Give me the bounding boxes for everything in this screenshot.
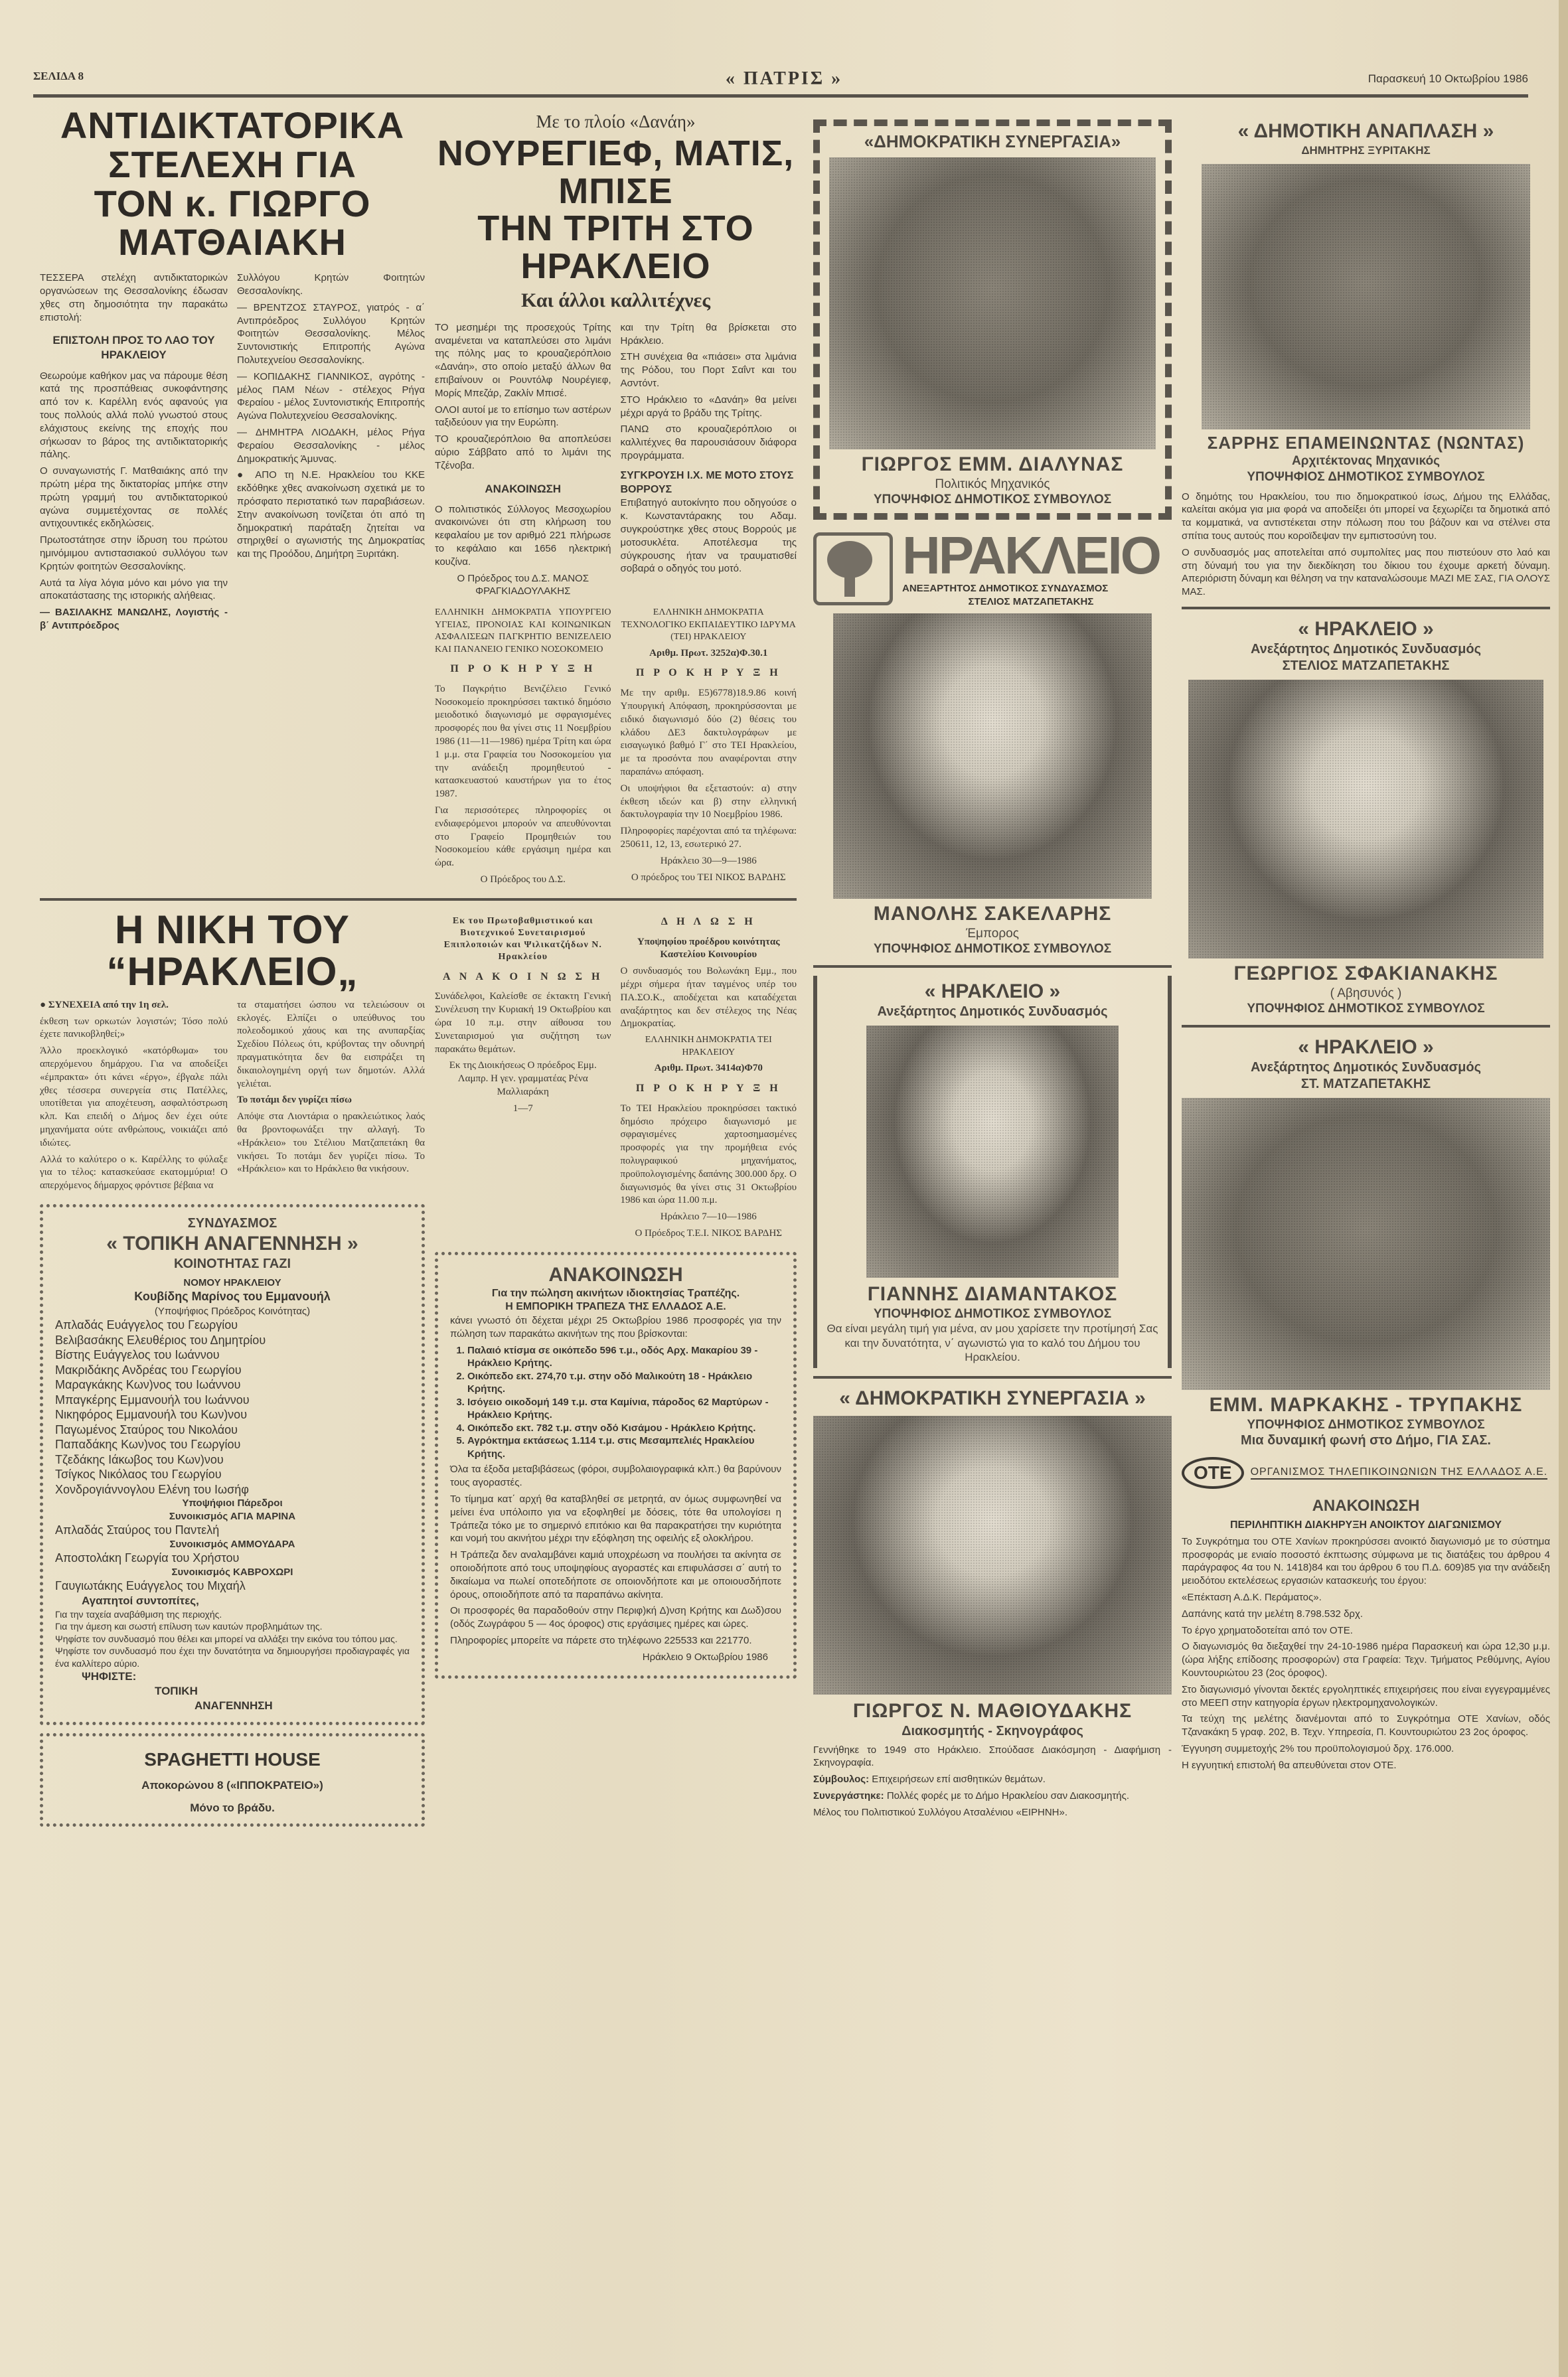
ad-label: ΣΥΝΔΥΑΣΜΟΣ [187, 1215, 277, 1231]
candidate-message: Θα είναι μεγάλη τιμή για μένα, αν μου χαρίσετε την προτίμησή Σας και την δυνατότητα, ν΄ αγωνιστώ για το καλό του Δήμου του Ηρακλείου. [826, 1322, 1158, 1363]
newspaper-title: « ΠΑΤΡΙΣ » [725, 68, 843, 89]
bio: Γεννήθηκε το 1949 στο Ηράκλειο. Σπούδασε Διακόσμηση - Διαφήμιση - Σκηνογραφία. [813, 1744, 1172, 1769]
paragraph: Ο δημότης του Ηρακλείου, του πιο δημοκρατικού ίσως, Δήμου της Ελλάδας, καλείται ακόμα για μια φορά να αποδείξει ότι μπορεί να ξεχωρίζει τα δημοτικά από τα κομματικά, να αντιστέκεται στην πόλωση που του βάζουν και να στέλνει στα σπίτια τους αυτούς που κοροϊδεψαν την εμπιστοσύνη του. [1182, 491, 1550, 542]
heraklion-logo [813, 526, 1172, 608]
notice-header: ΕΛΛΗΝΙΚΗ ΔΗΜΟΚΡΑΤΙΑ ΤΕΙ ΗΡΑΚΛΕΙΟΥ [645, 1035, 772, 1057]
notice-title: Π Ρ Ο Κ Η Ρ Υ Ξ Η [635, 667, 781, 679]
paragraph: Έγγυηση συμμετοχής 2% του προϋπολογισμού δρχ. 176.000. [1182, 1743, 1454, 1755]
candidate: Μαραγκάκης Κων)νος του Ιωάννου [55, 1378, 241, 1392]
candidate-photo [1182, 1098, 1550, 1390]
ad-diamantakos [813, 976, 1172, 1368]
candidate-name: ΓΙΩΡΓΟΣ ΕΜΜ. ΔΙΑΛΥΝΑΣ [861, 453, 1124, 476]
ad-header: « ΔΗΜΟΤΙΚΗ ΑΝΑΠΛΑΣΗ » [1237, 120, 1494, 142]
left-half [40, 106, 797, 2370]
paragraph: Οι προσφορές θα παραδοθούν στην Περιφ)κή Δ)νση Κρήτης και Δωδ)σου (οδός Ζωγράφου 5 — 4ος όροφος) στις εργάσιμες ημέρες και ώρες. [450, 1605, 781, 1630]
masthead [33, 70, 1535, 96]
ad-spaghetti-house [40, 1733, 425, 1827]
ad-header: « ΔΗΜΟΚΡΑΤΙΚΗ ΣΥΝΕΡΓΑΣΙΑ » [839, 1387, 1146, 1410]
property-item: 4. Οικόπεδο εκτ. 782 τ.μ. στην οδό Κισάμου - Ηράκλειο Κρήτης. [467, 1422, 781, 1435]
candidate: Βίστης Ευάγγελος του Ιωάννου [55, 1348, 220, 1362]
paragraph: Οι υποψήφιοι θα εξεταστούν: α) στην έκθεση ιδεών και β) στην ελληνική δακτυλογραφία την 10 Νοεμβρίου 1986. [620, 783, 797, 820]
candidate: Χονδρογιάννογλου Ελένη του Ιωσήφ [55, 1482, 249, 1496]
signature: Ο πρόεδρος του ΤΕΙ ΝΙΚΟΣ ΒΑΡΔΗΣ [631, 872, 786, 883]
divider [1182, 607, 1550, 609]
candidate-profession: Έμπορος [966, 926, 1019, 941]
notice-title: ΣΥΓΚΡΟΥΣΗ Ι.Χ. ΜΕ ΜΟΤΟ ΣΤΟΥΣ ΒΟΡΡΟΥΣ [620, 469, 794, 495]
paragraph: Επιβατηγό αυτοκίνητο που οδηγούσε ο κ. Κωνσταντάρακης του Αδαμ. συγκρούστηκε χθες στους Βορρούς με μοτοσυκλέτα. Αποτέλεσμα της σύγκρουσης ήταν να τραυματισθεί σοβαρά ο οδηγός του μοτό. [620, 497, 797, 575]
ad-title: « ΤΟΠΙΚΗ ΑΝΑΓΕΝΝΗΣΗ » [106, 1232, 358, 1255]
property-item: 1. Παλαιό κτίσμα σε οικόπεδο 596 τ.μ., οδός Αρχ. Μακαρίου 39 - Ηράκλειο Κρήτης. [467, 1344, 781, 1370]
candidate-name: ΕΜΜ. ΜΑΡΚΑΚΗΣ - ΤΡΥΠΑΚΗΣ [1209, 1394, 1523, 1417]
ad-markakis [1182, 1035, 1550, 1449]
paragraph: Απόψε στα Λιοντάρια ο ηρακλειώτικος λαός θα βροντοφωνάξει την αλλαγή. Το «Ηράκλειο» του Στέλιου Ματζαπετάκη θα νικήσει. Το ποτάμι δεν γυρίζει πίσω. Το «Ηράκλειο» και το Ηράκλειο θα νικήσουν. [237, 1111, 425, 1175]
collab-text: Πολλές φορές με το Δήμο Ηρακλείου σαν Διακοσμητής. [886, 1790, 1130, 1802]
candidate-role: ΥΠΟΨΗΦΙΟΣ ΔΗΜΟΤΙΚΟΣ ΣΥΜΒΟΥΛΟΣ [1247, 1417, 1485, 1432]
coalition-leader: ΣΤ. ΜΑΤΖΑΠΕΤΑΚΗΣ [1300, 1077, 1431, 1092]
candidate: Γαυγιωτάκης Ευάγγελος του Μιχαήλ [55, 1579, 246, 1593]
column-4 [1182, 119, 1550, 2370]
candidate: Παπαδάκης Κων)νος του Γεωργίου [55, 1438, 241, 1452]
paragraph: Ο συναγωνιστής Γ. Ματθαιάκης από την πρώτη μέρα της δικτατορίας μπήκε στην πρώτη γραμμή του αντιδικτατορικού αγώνα συμμετέχοντας σε πολλές αντιχουντικές εκδηλώσεις. [40, 465, 228, 530]
settlement-name: Συνοικισμός ΚΑΒΡΟΧΩΡΙ [171, 1566, 293, 1578]
headline: ΑΝΤΙΔΙΚΤΑΤΟΡΙΚΑ ΣΤΕΛΕΧΗ ΓΙΑ [60, 106, 405, 185]
signature: Εκ της Διοικήσεως Ο πρόεδρος Εμμ. Λαμπρ. Η γεν. γραμματέας Ρένα Μαλλιαράκη [449, 1060, 597, 1097]
column-3 [813, 119, 1172, 2370]
subhead: Το ποτάμι δεν γυρίζει πίσω [237, 1095, 352, 1106]
headline: Η ΝΙΚΗ ΤΟΥ “ΗΡΑΚΛΕΙΟ„ [106, 907, 358, 994]
ad-sarris [1182, 119, 1550, 599]
restaurant-name: SPAGHETTI HOUSE [144, 1748, 321, 1770]
candidate-photo [866, 1026, 1119, 1278]
paragraph: ΣΤΟ Ηράκλειο το «Δανάη» θα μείνει μέχρι αργά το βράδυ της Τρίτης. [620, 394, 797, 419]
notice-title: Π Ρ Ο Κ Η Ρ Υ Ξ Η [450, 663, 596, 675]
assessors-label: Υποψήφιοι Πάρεδροι [182, 1497, 283, 1509]
candidate: Αποστολάκη Γεωργία του Χρήστου [55, 1551, 240, 1565]
candidate-photo [813, 1416, 1172, 1695]
ad-dialynas [813, 119, 1172, 520]
paragraph: Η εγγυητική επιστολή θα απευθύνεται στον ΟΤΕ. [1182, 1759, 1397, 1771]
paragraph: Στο διαγωνισμό γίνονται δεκτές εργοληπτικές επιχειρήσεις που είναι εγγεγραμμένες στο ΜΕΕΠ στην κατηγορία έργων ηλεκτρομηχανολογικών. [1182, 1683, 1550, 1709]
paragraph: Πληροφορίες παρέχονται από τα τηλέφωνα: 250611, 12, 13, εσωτερικό 27. [620, 826, 797, 850]
ad-subtitle: Για την πώληση ακινήτων ιδιοκτησίας Τραπέζης. [491, 1287, 740, 1299]
candidate-role: ΥΠΟΨΗΦΙΟΣ ΔΗΜΟΤΙΚΟΣ ΣΥΜΒΟΥΛΟΣ [873, 1306, 1112, 1321]
candidate: Μακριδάκης Ανδρέας του Γεωργίου [55, 1363, 242, 1377]
paragraph: Όλα τα έξοδα μεταβιβάσεως (φόροι, συμβολαιογραφικά κλπ.) θα βαρύνουν τους αγοραστές. [450, 1464, 781, 1489]
article-niki [40, 909, 425, 1196]
paragraph: Ο συνδυασμός μας αποτελείται από συμπολίτες μας που πιστεύουν στο λαό και στη δύναμή του για την διεκδίκηση του δίκιου του έχουμε αρκετή δύναμη. Απεριόριστη δύναμη και θέληση να την καταναλώσουμε ΜΑΖΙ ΜΕ ΣΑΣ, ΓΙΑ ΟΛΟΥΣ ΜΑΣ. [1182, 546, 1550, 598]
notice-header: ΕΛΛΗΝΙΚΗ ΔΗΜΟΚΡΑΤΙΑ ΥΠΟΥΡΓΕΙΟ ΥΓΕΙΑΣ, ΠΡΟΝΟΙΑΣ ΚΑΙ ΚΟΙΝΩΝΙΚΩΝ ΑΣΦΑΛΙΣΕΩΝ ΠΑΓΚΡΗΤΙΟ ΒΕΝΙΖΕΛΕΙΟ ΚΑΙ ΠΑΝΑΝΕΙΟ ΓΕΝΙΚΟ ΝΟΣΟΚΟΜΕΙΟ [435, 607, 611, 654]
column-2-lower [435, 909, 797, 1835]
property-item: 2. Οικόπεδο εκτ. 274,70 τ.μ. στην οδό Μαλικούτη 18 - Ηράκλειο Κρήτης. [467, 1370, 781, 1396]
candidate: Απλαδάς Σταύρος του Παντελή [55, 1523, 220, 1537]
signature: Ο Πρόεδρος Τ.Ε.Ι. ΝΙΚΟΣ ΒΑΡΔΗΣ [635, 1227, 783, 1239]
paragraph: Άλλο προεκλογικό «κατόρθωμα» του απερχόμενου δημάρχου. Για να αποδείξει «έμπρακτα» ότι κάνει «έργο», έβγαλε πάλι χθες τέσσερα συνεργεία στις Πατέλλες, υποτίθεται για αποχέτευση, ασφαλτόστρωση κλπ. Και επειδή ο Δήμος δεν έχει ούτε μηχανήματα ούτε ανθρώπους, νοικιάζει από ιδιώτες. [40, 1045, 228, 1148]
ad-subtitle: ΠΕΡΙΛΗΠΤΙΚΗ ΔΙΑΚΗΡΥΞΗ ΑΝΟΙΚΤΟΥ ΔΙΑΓΩΝΙΣΜΟΥ [1229, 1519, 1502, 1531]
divider [813, 1376, 1172, 1379]
paragraph: Συλλόγου Κρητών Φοιτητών Θεσσαλονίκης. [237, 272, 425, 297]
paragraph: Δαπάνης κατά την μελέτη 8.798.532 δρχ. [1182, 1608, 1363, 1620]
candidate-role: ΥΠΟΨΗΦΙΟΣ ΔΗΜΟΤΙΚΟΣ ΣΥΜΒΟΥΛΟΣ [873, 942, 1112, 957]
paragraph: ΤΟ κρουαζιερόπλοιο θα αποπλεύσει αύριο Σάββατο από το λιμάνι της Τζένοβα. [435, 433, 611, 471]
paragraph: — ΒΡΕΝΤΖΟΣ ΣΤΑΥΡΟΣ, γιατρός - α΄ Αντιπρόεδρος Συλλόγου Κρητών Φοιτητών Θεσσαλονίκης. Μέλος Συντονιστικής Επιτροπής Αγώνα Πολυτεχνείου Θεσσαλονίκης. [237, 301, 425, 366]
ad-ote [1182, 1457, 1550, 1772]
advisor-label: Σύμβουλος: [813, 1774, 870, 1786]
paragraph: Το Παγκρήτιο Βενιζέλειο Γενικό Νοσοκομείο προκηρύσσει τακτικό δημόσιο μειοδοτικό διαγωνισμό με σφραγισμένες προσφορές που θα γίνει στις 11 Νοεμβρίου 1986 (11—11—1986) ημέρα Τρίτη και ώρα 1 μ.μ. στα Γραφεία του Νοσοκομείου για την ανάδειξη προμηθευτού - κατασκευαστού καυστήρων για το έτος 1987. [435, 683, 611, 800]
candidate-role: ΥΠΟΨΗΦΙΟΣ ΔΗΜΟΤΙΚΟΣ ΣΥΜΒΟΥΛΟΣ [1247, 469, 1485, 484]
page-label: ΣΕΛΙΔΑ 8 [33, 70, 84, 82]
page-edge [1559, 0, 1568, 2377]
notice-title: Δ Η Λ Ω Σ Η [661, 915, 756, 927]
paragraph: — ΚΟΠΙΔΑΚΗΣ ΓΙΑΝΝΙΚΟΣ, αγρότης - μέλος ΠΑΜ Νέων - στέλεχος Ρήγα Φεραίου - μέλος Συντονιστικής Επιτροπής Αγώνα Πολυτεχνείου Θεσσαλονίκης. [237, 370, 425, 422]
notice-tei-1 [621, 607, 797, 890]
date: Ηράκλειο 7—10—1986 [660, 1211, 757, 1223]
candidate: Απλαδάς Ευάγγελος του Γεωργίου [55, 1318, 238, 1332]
advisor-text: Επιχειρήσεων επί αισθητικών θεμάτων. [872, 1774, 1046, 1786]
paragraph: «Επέκταση Α.Δ.Κ. Περάματος». [1182, 1592, 1322, 1604]
tree-logo-icon [813, 532, 893, 605]
candidate-profession: Διακοσμητής - Σκηνογράφος [902, 1723, 1083, 1738]
column-2 [435, 106, 797, 890]
issue-date: Παρασκευή 10 Οκτωβρίου 1986 [1368, 72, 1528, 85]
logo-wordmark: ΗΡΑΚΛΕΙΟ [902, 526, 1160, 585]
notice-subtitle: Α Ν Α Κ Ο Ι Ν Ω Σ Η [443, 970, 603, 982]
organization-name: ΟΡΓΑΝΙΣΜΟΣ ΤΗΛΕΠΙΚΟΙΝΩΝΙΩΝ ΤΗΣ ΕΛΛΑΔΟΣ Α.Ε. [1251, 1466, 1548, 1480]
property-item: 3. Ισόγειο οικοδομή 149 τ.μ. στα Καμίνια, πάροδος 62 Μαρτύρων - Ηράκλειο Κρήτης. [467, 1396, 781, 1422]
coalition-leader: ΣΤΕΛΙΟΣ ΜΑΤΖΑΠΕΤΑΚΗΣ [968, 595, 1094, 607]
ad-title: ΑΝΑΚΟΙΝΩΣΗ [548, 1263, 683, 1286]
vote-line-2: ΑΝΑΓΕΝΝΗΣΗ [195, 1699, 273, 1713]
ad-header: « ΗΡΑΚΛΕΙΟ » [1298, 1036, 1434, 1059]
column-1-lower [40, 909, 425, 1835]
candidate: Τζεδάκης Ιάκωβος του Κων)νου [55, 1452, 224, 1466]
advisor-line [813, 1773, 1172, 1786]
candidate-list [55, 1318, 410, 1497]
paragraph: Αυτά τα λίγα λόγια μόνο και μόνο για την αποκατάστασης της ιστορικής αλήθειας. [40, 577, 228, 602]
ad-header: «ΔΗΜΟΚΡΑΤΙΚΗ ΣΥΝΕΡΓΑΣΙΑ» [864, 131, 1121, 151]
bank-name: Η ΕΜΠΟΡΙΚΗ ΤΡΑΠΕΖΑ ΤΗΣ ΕΛΛΑΔΟΣ Α.Ε. [505, 1301, 726, 1313]
ad-sakelaris [813, 526, 1172, 957]
paragraph: ● ΑΠΟ τη Ν.Ε. Ηρακλείου του ΚΚΕ εκδόθηκε χθες ανακοίνωση σχετικά με το πρόσφατο περιστατικό των παραβιάσεων. Στην ανακοίνωση τονίζεται ότι από τη δημοκρατική παράταξη ζητείται να στηριχθεί ο αγωνιστής της Δημοκρατίας και της Προόδου, Δημήτρη Ξυριτάκη. [237, 469, 425, 560]
paragraph: Με την αριθμ. Ε5)6778)18.9.86 κοινή Υπουργική Απόφαση, προκηρύσσονται με ειδικό διαγωνισμό δύο (2) θέσεις του κλάδου ΔΕ3 δακτυλογράφων με εισαγωγικό βαθμό Γ΄ στο ΤΕΙ Ηρακλείου, με τα προσόντα που αναφέρονται στην παραπάνω απόφαση. [620, 688, 797, 777]
paragraph: και την Τρίτη θα βρίσκεται στο Ηράκλειο. [620, 321, 797, 346]
prefecture: ΝΟΜΟΥ ΗΡΑΚΛΕΙΟΥ [183, 1276, 281, 1288]
vote-label: ΨΗΦΙΣΤΕ: [82, 1670, 137, 1683]
property-list [450, 1344, 781, 1461]
candidate-role: ΥΠΟΨΗΦΙΟΣ ΔΗΜΟΤΙΚΟΣ ΣΥΜΒΟΥΛΟΣ [873, 493, 1112, 507]
signatory: — ΒΑΣΙΛΑΚΗΣ ΜΑΝΩΛΗΣ, Λογιστής - β΄ Αντιπρόεδρος [40, 607, 228, 631]
paragraph: Πρωτοστάτησε στην ίδρυση του πρώτου ημινόμιμου αντιστασιακού συλλόγου των Κρητών φοιτητών Θεσσαλονίκης. [40, 534, 228, 572]
paragraph: Το ΤΕΙ Ηρακλείου προκηρύσσει τακτικό δημόσιο πρόχειρο διαγωνισμό με σφραγισμένες χαρτοσημασμένες προσφορές για την προμήθεια ενός πολυγραφικού μηχανήματος, προϋπολογισμένης δαπάνης 300.000 δρχ. Ο διαγωνισμός θα γίνει στις 31 Οκτωβρίου 1986 και ώρα 11.00 π.μ. [620, 1103, 797, 1206]
community: ΚΟΙΝΟΤΗΤΑΣ ΓΑΖΙ [173, 1256, 291, 1271]
notice-hospital [435, 607, 611, 890]
headline: ΝΟΥΡΕΓΙΕΦ, ΜΑΤΙΣ, ΜΠΙΣΕ [437, 133, 795, 211]
candidate: Παγωμένος Σταύρος του Νικολάου [55, 1422, 238, 1436]
restaurant-address: Αποκορώνου 8 («ΙΠΠΟΚΡΑΤΕΙΟ») [141, 1779, 323, 1792]
appeal: Για την ταχεία αναβάθμιση της περιοχής. [55, 1608, 222, 1620]
subheadline: Και άλλοι καλλιτέχνες [520, 289, 710, 311]
restaurant-hours: Μόνο το βράδυ. [190, 1802, 275, 1815]
notice-subtitle: Υποψηφίου προέδρου κοινότητας Καστελίου Κοινουρίου [637, 936, 780, 960]
appeal: Ψηφίστε τον συνδυασμό που έχει την δυνατότητα να δημιουργήσει προδιαγραφές για ένα καλλίτερο αύριο. [55, 1646, 410, 1669]
coalition: Ανεξάρτητος Δημοτικός Συνδυασμός [1250, 642, 1482, 657]
candidate-name: ΓΙΩΡΓΟΣ Ν. ΜΑΘΙΟΥΔΑΚΗΣ [852, 1700, 1133, 1723]
coalition-leader: ΔΗΜΗΤΡΗΣ ΞΥΡΙΤΑΚΗΣ [1301, 144, 1431, 157]
vote-line-1: ΤΟΠΙΚΗ [155, 1685, 198, 1698]
masthead-rule [33, 94, 1528, 98]
kicker: Με το πλοίο «Δανάη» [536, 112, 696, 131]
date: Ηράκλειο 30—9—1986 [660, 855, 757, 866]
notice-title: Εκ του Πρωτοβαθμιστικού και Βιοτεχνικού Συνεταιρισμού Επιπλοποιών και Ψιλικατζήδων Ν. Ηρακλείου [443, 915, 602, 962]
ad-emporiki-bank [435, 1252, 797, 1679]
divider [813, 965, 1172, 968]
coalition-leader: ΣΤΕΛΙΟΣ ΜΑΤΖΑΠΕΤΑΚΗΣ [1282, 658, 1450, 674]
candidate: Βελιβασάκης Ελευθέριος του Δημητρίου [55, 1333, 266, 1347]
paragraph: κάνει γνωστό ότι δέχεται μέχρι 25 Οκτωβρίου 1986 προσφορές για την πώληση των παρακάτω ακινήτων της που βρίσκονται: [450, 1315, 781, 1340]
reference-number: Αριθμ. Πρωτ. 3252α)Φ.30.1 [649, 647, 768, 658]
reference-number: Αριθμ. Πρωτ. 3414α)Φ70 [654, 1063, 763, 1074]
code: 1—7 [512, 1103, 533, 1114]
continuation-label: ● ΣΥΝΕΧΕΙΑ από την 1η σελ. [40, 999, 169, 1010]
paragraph: Το Συγκρότημα του ΟΤΕ Χανίων προκηρύσσει ανοικτό διαγωνισμό με το σύστημα προσφοράς με ενιαίο ποσοστό έκπτωσης σύμφωνα με τις διατάξεις του άρθρου 4 παράγραφος 4α του Ν. 1418)84 και του άρθρου 6 του Π.Δ. 609)85 για την ανάδειξη μειοδότου εκτελέσεως εργασιών κατασκευής του έργου: [1182, 1535, 1550, 1587]
notice-title: ΑΝΑΚΟΙΝΩΣΗ [485, 482, 562, 495]
greeting: Αγαπητοί συντοπίτες, [82, 1594, 199, 1607]
paragraph: Θεωρούμε καθήκον μας να πάρουμε θέση κατά της προσπάθειας συκοφάντησης από τον κ. Καρέλλη ενός αφανούς για τους πολλούς αλλά πολύ γνωστού στους ελάχιστους εκείνης της εποχής που σήκωσαν το βάρος της αντιδικτατορικής πάλης. [40, 370, 228, 461]
date: Ηράκλειο 9 Οκτωβρίου 1986 [642, 1651, 768, 1663]
paragraph: Η Τράπεζα δεν αναλαμβάνει καμιά υποχρέωση να πουλήσει τα ακίνητα σε οποιοδήποτε από τους υποψηφίους αγοραστές και επιφυλάσσει σ΄ αυτή το δικαίωμα να πωλεί οποτεδήποτε σε οποιονδήποτε και με οποιουσδήποτε όρους, οποιοδήποτε από τα παραπάνω ακίνητα. [450, 1549, 781, 1600]
candidate-slogan: Μια δυναμική φωνή στο Δήμο, ΓΙΑ ΣΑΣ. [1241, 1433, 1491, 1448]
paragraph: Τα τεύχη της μελέτης διανέμονται από το Συγκρότημα ΟΤΕ Χανίων, οδός Τζανακάκη 5 γραφ. 202, Β. Τεχν. Υπηρεσία, Π. Κουντουριώτου 23 2ος όροφος. [1182, 1713, 1550, 1738]
paragraph: ΣΤΗ συνέχεια θα «πιάσει» στα λιμάνια της Ρόδου, του Πορτ Σαΐντ και του Ασντόντ. [620, 351, 797, 389]
paragraph: Αλλά το καλύτερο ο κ. Καρέλλης το φύλαξε για το τέλος: κατασκεύασε εκατομμύρια! Ο απερχόμενος δήμαρχος φρόντισε βέβαια να [40, 1154, 228, 1191]
paragraph: ΟΛΟΙ αυτοί με το επίσημο των αστέρων ταξιδεύουν για την Ευρώπη. [435, 404, 611, 429]
paragraph: Το έργο χρηματοδοτείται από τον ΟΤΕ. [1182, 1624, 1353, 1636]
paragraph: Το τίμημα κατ΄ αρχή θα καταβληθεί σε μετρητά, αν όμως συμφωνηθεί να μείνει ένα υπόλοιπο για να εξοφληθεί με δόσεις, τότε θα υπολογίσει η Τράπεζα τόκο με το σημερινό επιτόκιο και θα παρακρατήσει την κυριότητα και νομή του ακινήτου μέχρι την εξόφληση της οφειλής εξ ολοκλήρου. [450, 1493, 781, 1545]
column-1 [40, 106, 425, 890]
ad-title: ΑΝΑΚΟΙΝΩΣΗ [1312, 1497, 1420, 1515]
ad-header: « ΗΡΑΚΛΕΙΟ » [1298, 618, 1434, 641]
candidate-name: ΣΑΡΡΗΣ ΕΠΑΜΕΙΝΩΝΤΑΣ (ΝΩΝΤΑΣ) [1207, 433, 1525, 453]
ad-topiki-anagennisi [40, 1204, 425, 1725]
ad-header: « ΗΡΑΚΛΕΙΟ » [924, 980, 1061, 1003]
candidate-name: ΓΕΩΡΓΙΟΣ ΣΦΑΚΙΑΝΑΚΗΣ [1233, 962, 1498, 985]
lead-paragraph: ΤΕΣΣΕΡΑ στελέχη αντιδικτατορικών οργανώσεων της Θεσσαλονίκης έδωσαν χθες στη δημοσιότητα την παρακάτω επιστολή: [40, 272, 228, 323]
notice-title: Π Ρ Ο Κ Η Ρ Υ Ξ Η [635, 1082, 781, 1094]
coalition: ΑΝΕΞΑΡΤΗΤΟΣ ΔΗΜΟΤΙΚΟΣ ΣΥΝΔΥΑΣΜΟΣ [902, 583, 1109, 595]
ote-logo: ΟΤΕ [1182, 1457, 1244, 1489]
leader: Κουβίδης Μαρίνος του Εμμανουήλ [134, 1290, 331, 1304]
candidate: Μπαγκέρης Εμμανουήλ του Ιωάννου [55, 1393, 250, 1407]
paragraph: Ο διαγωνισμός θα διεξαχθεί την 24-10-1986 ημέρα Παρασκευή και ώρα 12,30 μ.μ. (ώρα λήξης επίδοσης προσφορών) στα Γραφεία: Τεχν. Τμήματος Ρεθύμνης, Αγίου Κουντουριώτου 23 (2ος όροφος). [1182, 1641, 1550, 1679]
article-dance [435, 112, 797, 890]
candidate-photo [1188, 680, 1543, 958]
headline: ΤΟΝ κ. ΓΙΩΡΓΟ ΜΑΤΘΑΙΑΚΗ [94, 182, 371, 264]
collab-label: Συνεργάστηκε: [813, 1790, 884, 1802]
candidate-photo [829, 157, 1156, 449]
headline: ΤΗΝ ΤΡΙΤΗ ΣΤΟ ΗΡΑΚΛΕΙΟ [477, 208, 754, 287]
candidate-origin: ( Αβησυνός ) [1330, 986, 1402, 1000]
divider [1182, 1025, 1550, 1028]
paragraph: Για περισσότερες πληροφορίες οι ενδιαφερόμενοι μπορούν να απευθύνονται στο Γραφείο Προμηθειών του Νοσοκομείου κάθε εργάσιμη ημέρα και ώρα. [435, 805, 611, 869]
paragraph: Συνάδελφοι, Καλείσθε σε έκτακτη Γενική Συνέλευση την Κυριακή 19 Οκτωβρίου και ώρα 10 π.μ. στην αίθουσα του Συνεταιρισμού για συζήτηση των παρακάτω θεμάτων. [435, 991, 611, 1055]
coalition: Ανεξάρτητος Δημοτικός Συνδυασμός [877, 1004, 1108, 1020]
leader-role: (Υποψήφιος Πρόεδρος Κοινότητας) [154, 1305, 311, 1317]
notice-header: ΕΛΛΗΝΙΚΗ ΔΗΜΟΚΡΑΤΙΑ ΤΕΧΝΟΛΟΓΙΚΟ ΕΚΠΑΙΔΕΥΤΙΚΟ ΙΔΡΥΜΑ (ΤΕΙ) ΗΡΑΚΛΕΙΟΥ [621, 607, 796, 643]
appeal: Για την άμεση και σωστή επίλυση των καυτών προβλημάτων της. [55, 1621, 323, 1632]
candidate-profession: Αρχιτέκτονας Μηχανικός [1292, 454, 1440, 469]
paragraph: Πληροφορίες μπορείτε να πάρετε στο τηλέφωνο 225533 και 221770. [450, 1634, 752, 1646]
ad-mathioudakis [813, 1387, 1172, 1819]
candidate-photo [833, 613, 1152, 899]
candidate-photo [1202, 164, 1530, 429]
settlement-name: Συνοικισμός ΑΓΙΑ ΜΑΡΙΝΑ [169, 1510, 296, 1522]
appeal: Ψηφίστε τον συνδυασμό που θέλει και μπορεί να αλλάξει την εικόνα του τόπου μας. [55, 1633, 398, 1644]
candidate: Τσίγκος Νικόλαος του Γεωργίου [55, 1468, 222, 1482]
candidate-role: ΥΠΟΨΗΦΙΟΣ ΔΗΜΟΤΙΚΟΣ ΣΥΜΒΟΥΛΟΣ [1247, 1002, 1485, 1016]
paragraph: Ο πολιτιστικός Σύλλογος Μεσοχωρίου ανακοινώνει ότι στη κλήρωση του κεφαλαίου με τον αριθμό 221 πλήρωσε το κεφάλαιο και 1656 ηλεκτρική κουζίνα. [435, 503, 611, 568]
candidate-name: ΜΑΝΟΛΗΣ ΣΑΚΕΛΑΡΗΣ [873, 903, 1112, 925]
collab-line [813, 1790, 1172, 1803]
settlement-name: Συνοικισμός ΑΜΜΟΥΔΑΡΑ [169, 1538, 295, 1550]
signature: Ο Πρόεδρος του Δ.Σ. ΜΑΝΟΣ ΦΡΑΓΚΙΑΔΟΥΛΑΚΗΣ [457, 572, 589, 597]
coalition: Ανεξάρτητος Δημοτικός Συνδυασμός [1250, 1060, 1482, 1075]
candidate-profession: Πολιτικός Μηχανικός [935, 477, 1050, 491]
candidate: Νικηφόρος Εμμανουήλ του Κων)νου [55, 1408, 248, 1422]
divider [40, 898, 797, 901]
paragraph: — ΔΗΜΗΤΡΑ ΛΙΟΔΑΚΗ, μέλος Ρήγα Φεραίου Θεσσαλονίκης - μέλος Δημοκρατικής Άμυνας. [237, 426, 425, 465]
paragraph: ΤΟ μεσημέρι της προσεχούς Τρίτης αναμένεται να καταπλεύσει στο λιμάνι της πόλης μας το κρουαζιερόπλοιο «Δανάη», στο οποίο μεταξύ άλλων θα επιβαίνουν οι Ρουντόλφ Νουρέγιεφ, Μορίς Μπεζάρ, Ζακλίν Μπισέ. [435, 321, 611, 399]
article-antidiktatorika [40, 106, 425, 636]
ad-sfakianakis [1182, 617, 1550, 1017]
paragraph: ΠΑΝΩ στο κρουαζιερόπλοιο οι καλλιτέχνες θα παρουσιάσουν διάφορα προγράμματα. [620, 423, 797, 461]
paragraph: Ο συνδυασμός του Βολωνάκη Εμμ., που μέχρι σήμερα ήταν ταγμένος υπέρ του ΠΑ.ΣΟ.Κ., αποδέχεται και καταδέχεται αναξάρτητος και δεν στέλεχος της Νέας Δημοκρατίας. [620, 966, 797, 1030]
membership: Μέλος του Πολιτιστικού Συλλόγου Ατσαλένιου «ΕΙΡΗΝΗ». [813, 1806, 1068, 1818]
paragraph: τα σταματήσει ώσπου να τελειώσουν οι εκλογές. Ελπίζει ο υπεύθυνος του πολεοδομικού χάους και της ανυπαρξίας Σχεδίου Πόλεως ότι, κρύβοντας την οδυνηρή πραγματικότητα δεν θα εισπράξει τη δικαιολογημένη οργή των δημοτών. Αλλά γελιέται. [237, 999, 425, 1089]
subhead: ΕΠΙΣΤΟΛΗ ΠΡΟΣ ΤΟ ΛΑΟ ΤΟΥ ΗΡΑΚΛΕΙΟΥ [52, 334, 215, 362]
property-item: 5. Αγρόκτημα εκτάσεως 1.114 τ.μ. στις Μεσαμπελιές Ηρακλείου Κρήτης. [467, 1434, 781, 1460]
signature: Ο Πρόεδρος του Δ.Σ. [480, 874, 566, 885]
paragraph: έκθεση των ορκωτών λογιστών; Τόσο πολύ έχετε πανικοβληθεί;» [40, 1016, 228, 1040]
candidate-name: ΓΙΑΝΝΗΣ ΔΙΑΜΑΝΤΑΚΟΣ [867, 1283, 1118, 1306]
